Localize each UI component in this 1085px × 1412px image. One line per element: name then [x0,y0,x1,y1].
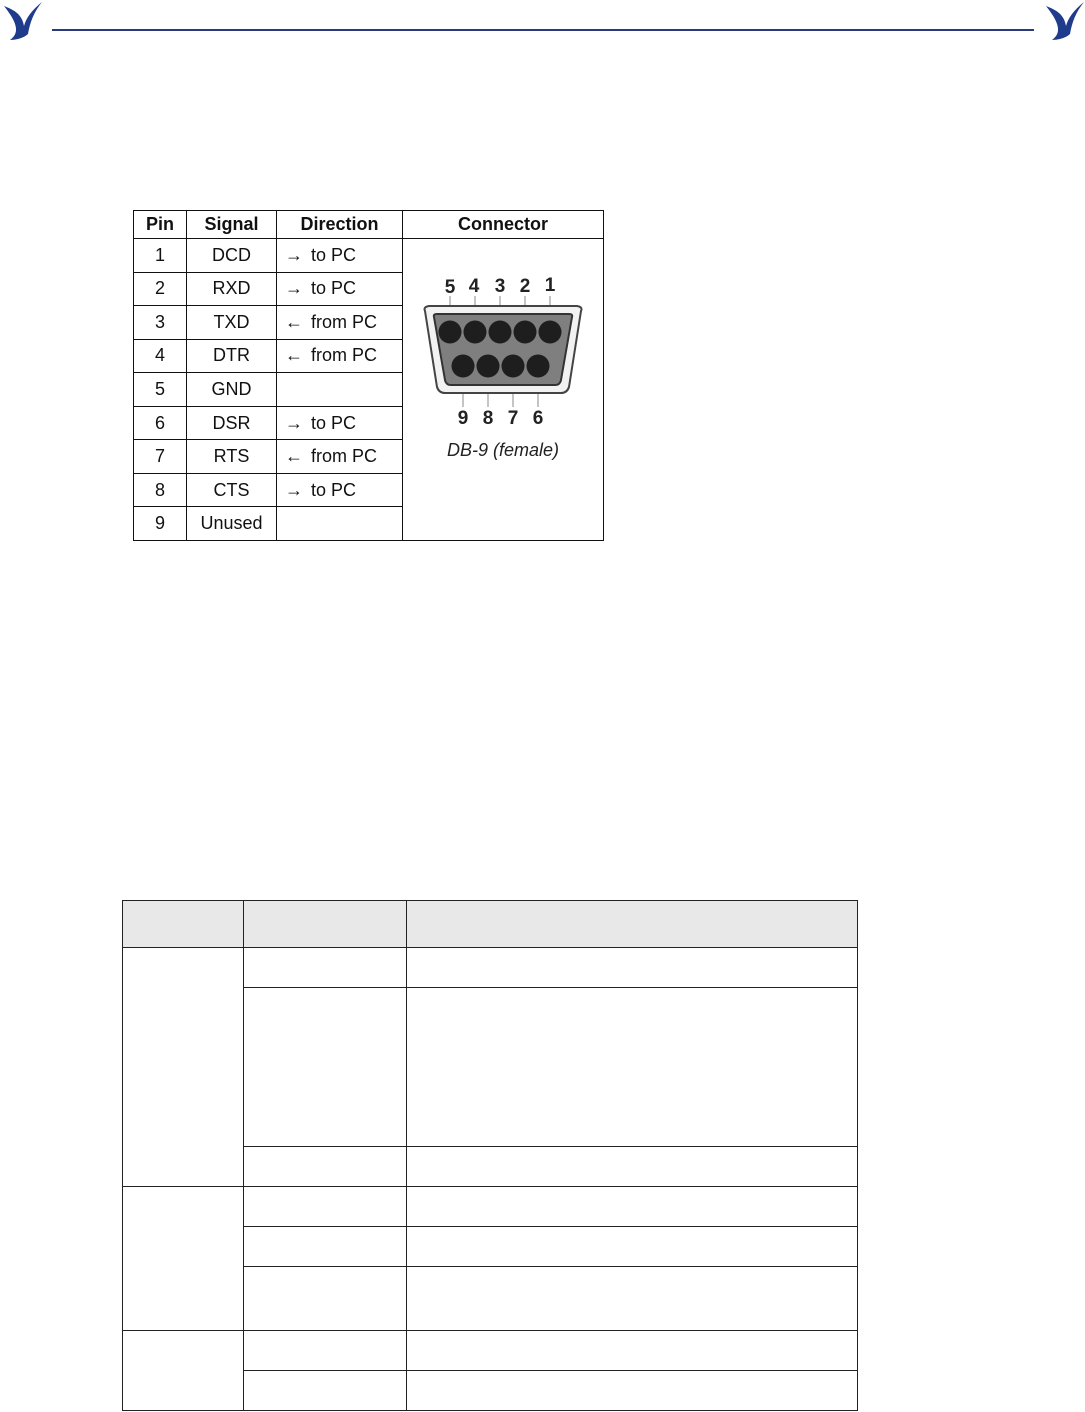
table-cell [407,988,858,1147]
direction-arrow-icon: → [285,412,303,433]
pin-label-top: 5 [444,277,456,298]
settings-header-row [123,901,858,948]
header-connector: Connector [403,211,604,239]
direction-text: to PC [311,479,357,500]
direction-arrow-icon: ← [285,345,303,366]
pin-number: 9 [134,507,187,541]
settings-header-cell [407,901,858,948]
table-cell [407,948,858,988]
settings-header-cell [244,901,407,948]
direction-text: to PC [311,244,357,265]
direction-cell [277,473,403,507]
table-row [134,239,604,273]
pin-number: 6 [134,406,187,440]
signal-name: CTS [187,473,277,507]
pin-label-top: 2 [519,276,531,297]
group-cell [123,948,244,1187]
direction-text: from PC [311,345,378,366]
table-cell [407,1331,858,1371]
direction-cell [277,306,403,340]
table-cell [407,1267,858,1331]
signal-name: TXD [187,306,277,340]
table-cell [244,1227,407,1267]
header-pin: Pin [134,211,187,239]
signal-name: RTS [187,440,277,474]
pin-number: 5 [134,373,187,407]
table-cell [407,1227,858,1267]
direction-cell [277,440,403,474]
direction-cell [277,373,403,407]
direction-text: from PC [311,446,378,467]
table-row [123,1187,858,1227]
signal-name: GND [187,373,277,407]
table-cell [244,948,407,988]
settings-table [122,900,858,1411]
pin-number: 7 [134,440,187,474]
db9-connector-diagram [403,239,603,540]
group-cell [123,1187,244,1331]
pin-label-top: 4 [468,276,480,297]
direction-cell [277,406,403,440]
header-rule [52,29,1034,31]
direction-arrow-icon: ← [285,446,303,467]
table-cell [244,988,407,1147]
signal-name: DTR [187,339,277,373]
direction-text: from PC [311,311,378,332]
table-cell [244,1371,407,1411]
settings-header-cell [123,901,244,948]
direction-arrow-icon: → [285,479,303,500]
pin-number: 4 [134,339,187,373]
direction-cell [277,239,403,273]
pin-label-bottom: 7 [507,408,519,429]
bird-logo-icon [1044,0,1085,42]
signal-name: RXD [187,272,277,306]
pin-label-top: 1 [544,275,556,296]
direction-arrow-icon: → [285,278,303,299]
pin-number: 3 [134,306,187,340]
direction-cell [277,507,403,541]
bird-logo-icon [2,0,44,42]
connector-cell [403,239,604,541]
signal-name: Unused [187,507,277,541]
pin-label-bottom: 8 [482,408,494,429]
pin-number: 1 [134,239,187,273]
pin-label-top: 3 [494,276,506,297]
pin-number: 2 [134,272,187,306]
direction-text: to PC [311,412,357,433]
table-cell [244,1267,407,1331]
header-signal: Signal [187,211,277,239]
table-cell [407,1147,858,1187]
table-cell [407,1187,858,1227]
table-cell [244,1147,407,1187]
direction-cell [277,272,403,306]
header-direction: Direction [277,211,403,239]
connector-caption: DB-9 (female) [446,440,560,460]
direction-arrow-icon: ← [285,311,303,332]
pin-label-bottom: 9 [457,408,469,429]
table-cell [244,1187,407,1227]
signal-name: DCD [187,239,277,273]
pinout-table [133,210,604,541]
pinout-header-row [134,211,604,239]
group-cell [123,1331,244,1411]
pin-label-bottom: 6 [532,408,544,429]
direction-arrow-icon: → [285,244,303,265]
table-row [123,948,858,988]
direction-text: to PC [311,278,357,299]
pin-number: 8 [134,473,187,507]
table-row [123,1331,858,1371]
direction-cell [277,339,403,373]
table-cell [407,1371,858,1411]
table-cell [244,1331,407,1371]
signal-name: DSR [187,406,277,440]
